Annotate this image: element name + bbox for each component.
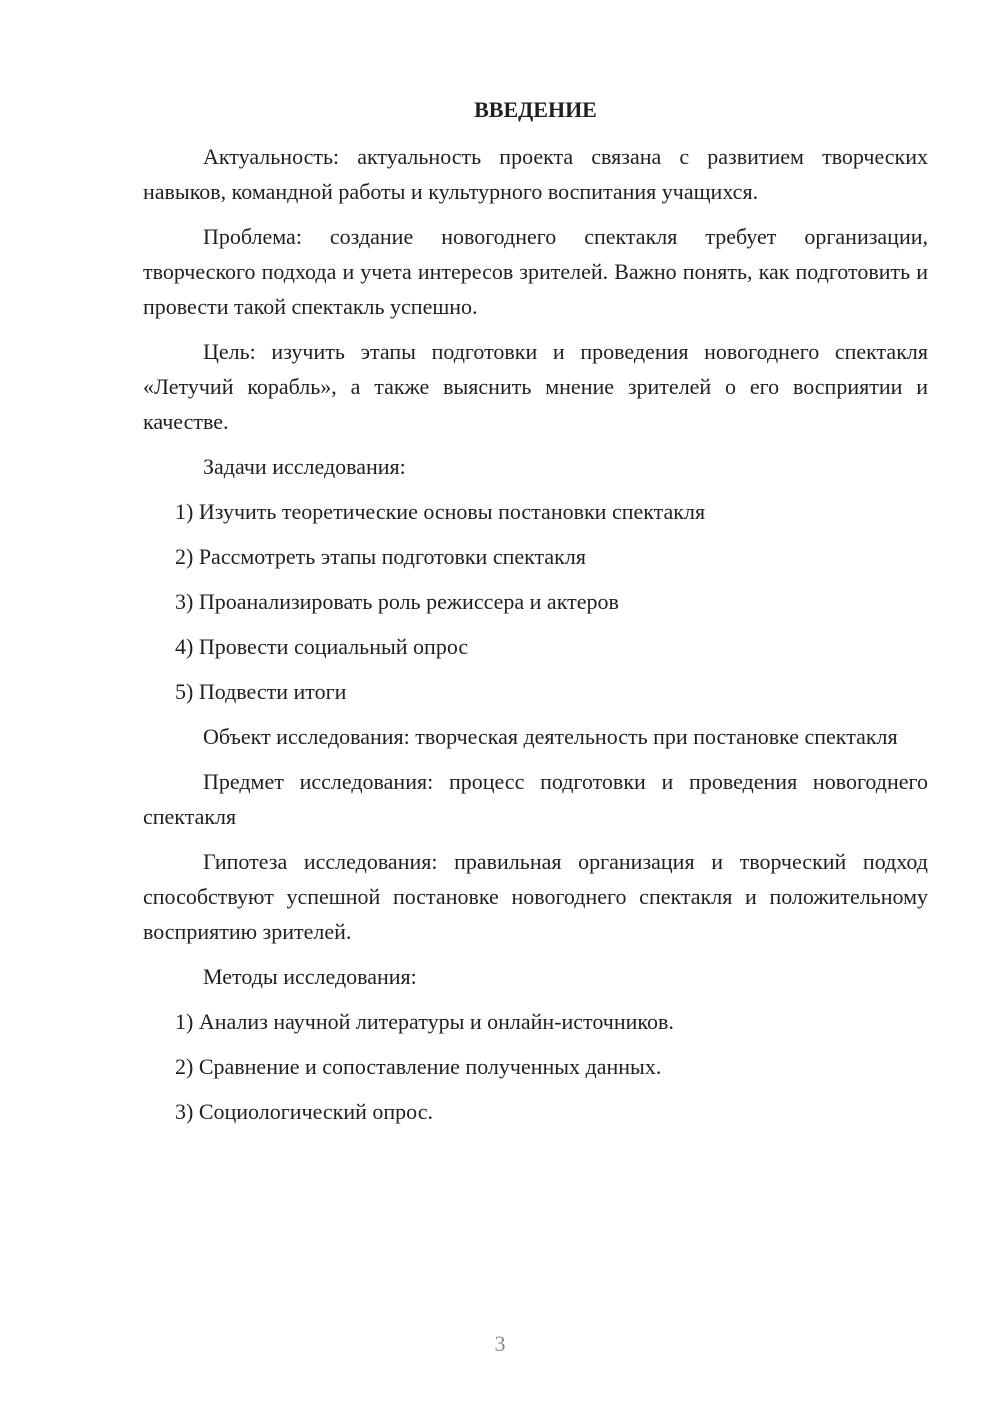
list-item: 2) Сравнение и сопоставление полученных данных.	[175, 1054, 662, 1079]
list-item: 4) Провести социальный опрос	[175, 634, 469, 659]
goal-paragraph: Цель: изучить этапы подготовки и проведения новогоднего спектакля «Летучий корабль», а также выяснить мнение зрителей о его восприятии и качестве.	[143, 339, 928, 434]
list-item: 1) Анализ научной литературы и онлайн-источников.	[175, 1009, 674, 1034]
methods-heading: Методы исследования:	[203, 964, 417, 989]
tasks-heading: Задачи исследования:	[203, 454, 406, 479]
list-item: 3) Социологический опрос.	[175, 1099, 433, 1124]
object-paragraph: Объект исследования: творческая деятельность при постановке спектакля	[203, 724, 898, 749]
problem-paragraph: Проблема: создание новогоднего спектакля требует организации, творческого подхода и учета интересов зрителей. Важно понять, как подготовить и провести такой спектакль успешно.	[143, 224, 928, 319]
page-title: ВВЕДЕНИЕ	[474, 97, 597, 122]
list-item: 2) Рассмотреть этапы подготовки спектакля	[175, 544, 586, 569]
subject-paragraph: Предмет исследования: процесс подготовки и проведения новогоднего спектакля	[143, 769, 928, 829]
relevance-paragraph: Актуальность: актуальность проекта связана с развитием творческих навыков, командной работы и культурного воспитания учащихся.	[143, 144, 928, 204]
tasks-list	[143, 494, 928, 709]
document-page	[143, 92, 928, 1139]
page-number: 3	[494, 1331, 506, 1356]
list-item: 1) Изучить теоретические основы постановки спектакля	[175, 499, 706, 524]
list-item: 3) Проанализировать роль режиссера и актеров	[175, 589, 619, 614]
list-item: 5) Подвести итоги	[175, 679, 347, 704]
methods-list	[143, 1004, 928, 1129]
hypothesis-paragraph: Гипотеза исследования: правильная организация и творческий подход способствуют успешной постановке новогоднего спектакля и положительному восприятию зрителей.	[143, 849, 928, 944]
